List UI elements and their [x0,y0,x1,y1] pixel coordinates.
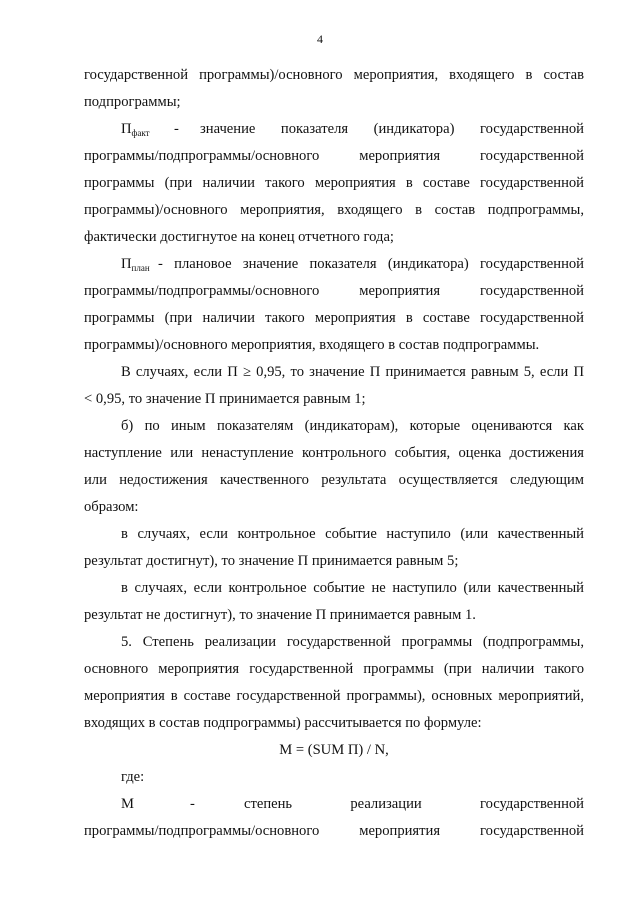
text-line: результат достигнут), то значение П принимается равным 5; [84,553,459,569]
text-line: образом: [84,499,139,515]
text-line: результат не достигнут), то значение П принимается равным 1. [84,607,476,623]
text-line: степень реализации государственной [244,796,584,812]
formula: M = (SUM П) / N, [279,742,389,758]
text-line: основного мероприятия государственной программы (при наличии такого [84,661,584,677]
text-line: программы/подпрограммы/основного мероприятия государственной [84,823,584,839]
text-line: программы/подпрограммы/основного мероприятия государственной [84,148,584,164]
text-line: наступление или ненаступление контрольного события, оценка достижения [84,445,584,461]
page-number: 4 [317,32,323,46]
text-line: программы)/основного мероприятия, входящего в состав подпрограммы, [84,202,584,218]
text-line: мероприятия в составе государственной программы), основных мероприятий, [84,688,584,704]
text-line: где: [121,769,145,785]
text-line: б) по иным показателям (индикаторам), которые оцениваются как [121,418,584,434]
dash: - [174,121,179,137]
dash: - [190,796,195,812]
text-line: программы/подпрограммы/основного мероприятия государственной [84,283,584,299]
text-line: или недостижения качественного результата осуществляется следующим [84,472,584,488]
symbol-p-plan: $П_{план}$ [121,256,150,273]
text-line: В случаях, если П ≥ 0,95, то значение П принимается равным 5, если П [121,364,584,380]
symbol-m: M [121,796,134,812]
text-line: подпрограммы; [84,94,181,110]
text-line: в случаях, если контрольное событие наступило (или качественный [121,526,584,542]
text-line: < 0,95, то значение П принимается равным 1; [84,391,366,407]
text-line: программы)/основного мероприятия, входящего в состав подпрограммы. [84,337,540,353]
text-line: - плановое значение показателя (индикатора) государственной [158,256,584,272]
text-line: программы (при наличии такого мероприятия в составе государственной [84,310,584,326]
text-line: входящих в состав подпрограммы) рассчитывается по формуле: [84,715,482,731]
text-line: фактически достигнутое на конец отчетного года; [84,229,394,245]
symbol-p-fact: $П_{факт}$ [121,121,150,138]
text-line: 5. Степень реализации государственной программы (подпрограммы, [121,634,584,650]
text-line: в случаях, если контрольное событие не наступило (или качественный [121,580,584,596]
text-line: программы (при наличии такого мероприятия в составе государственной [84,175,584,191]
text-line: значение показателя (индикатора) государственной [200,121,584,137]
text-line: государственной программы)/основного мероприятия, входящего в состав [84,67,584,83]
